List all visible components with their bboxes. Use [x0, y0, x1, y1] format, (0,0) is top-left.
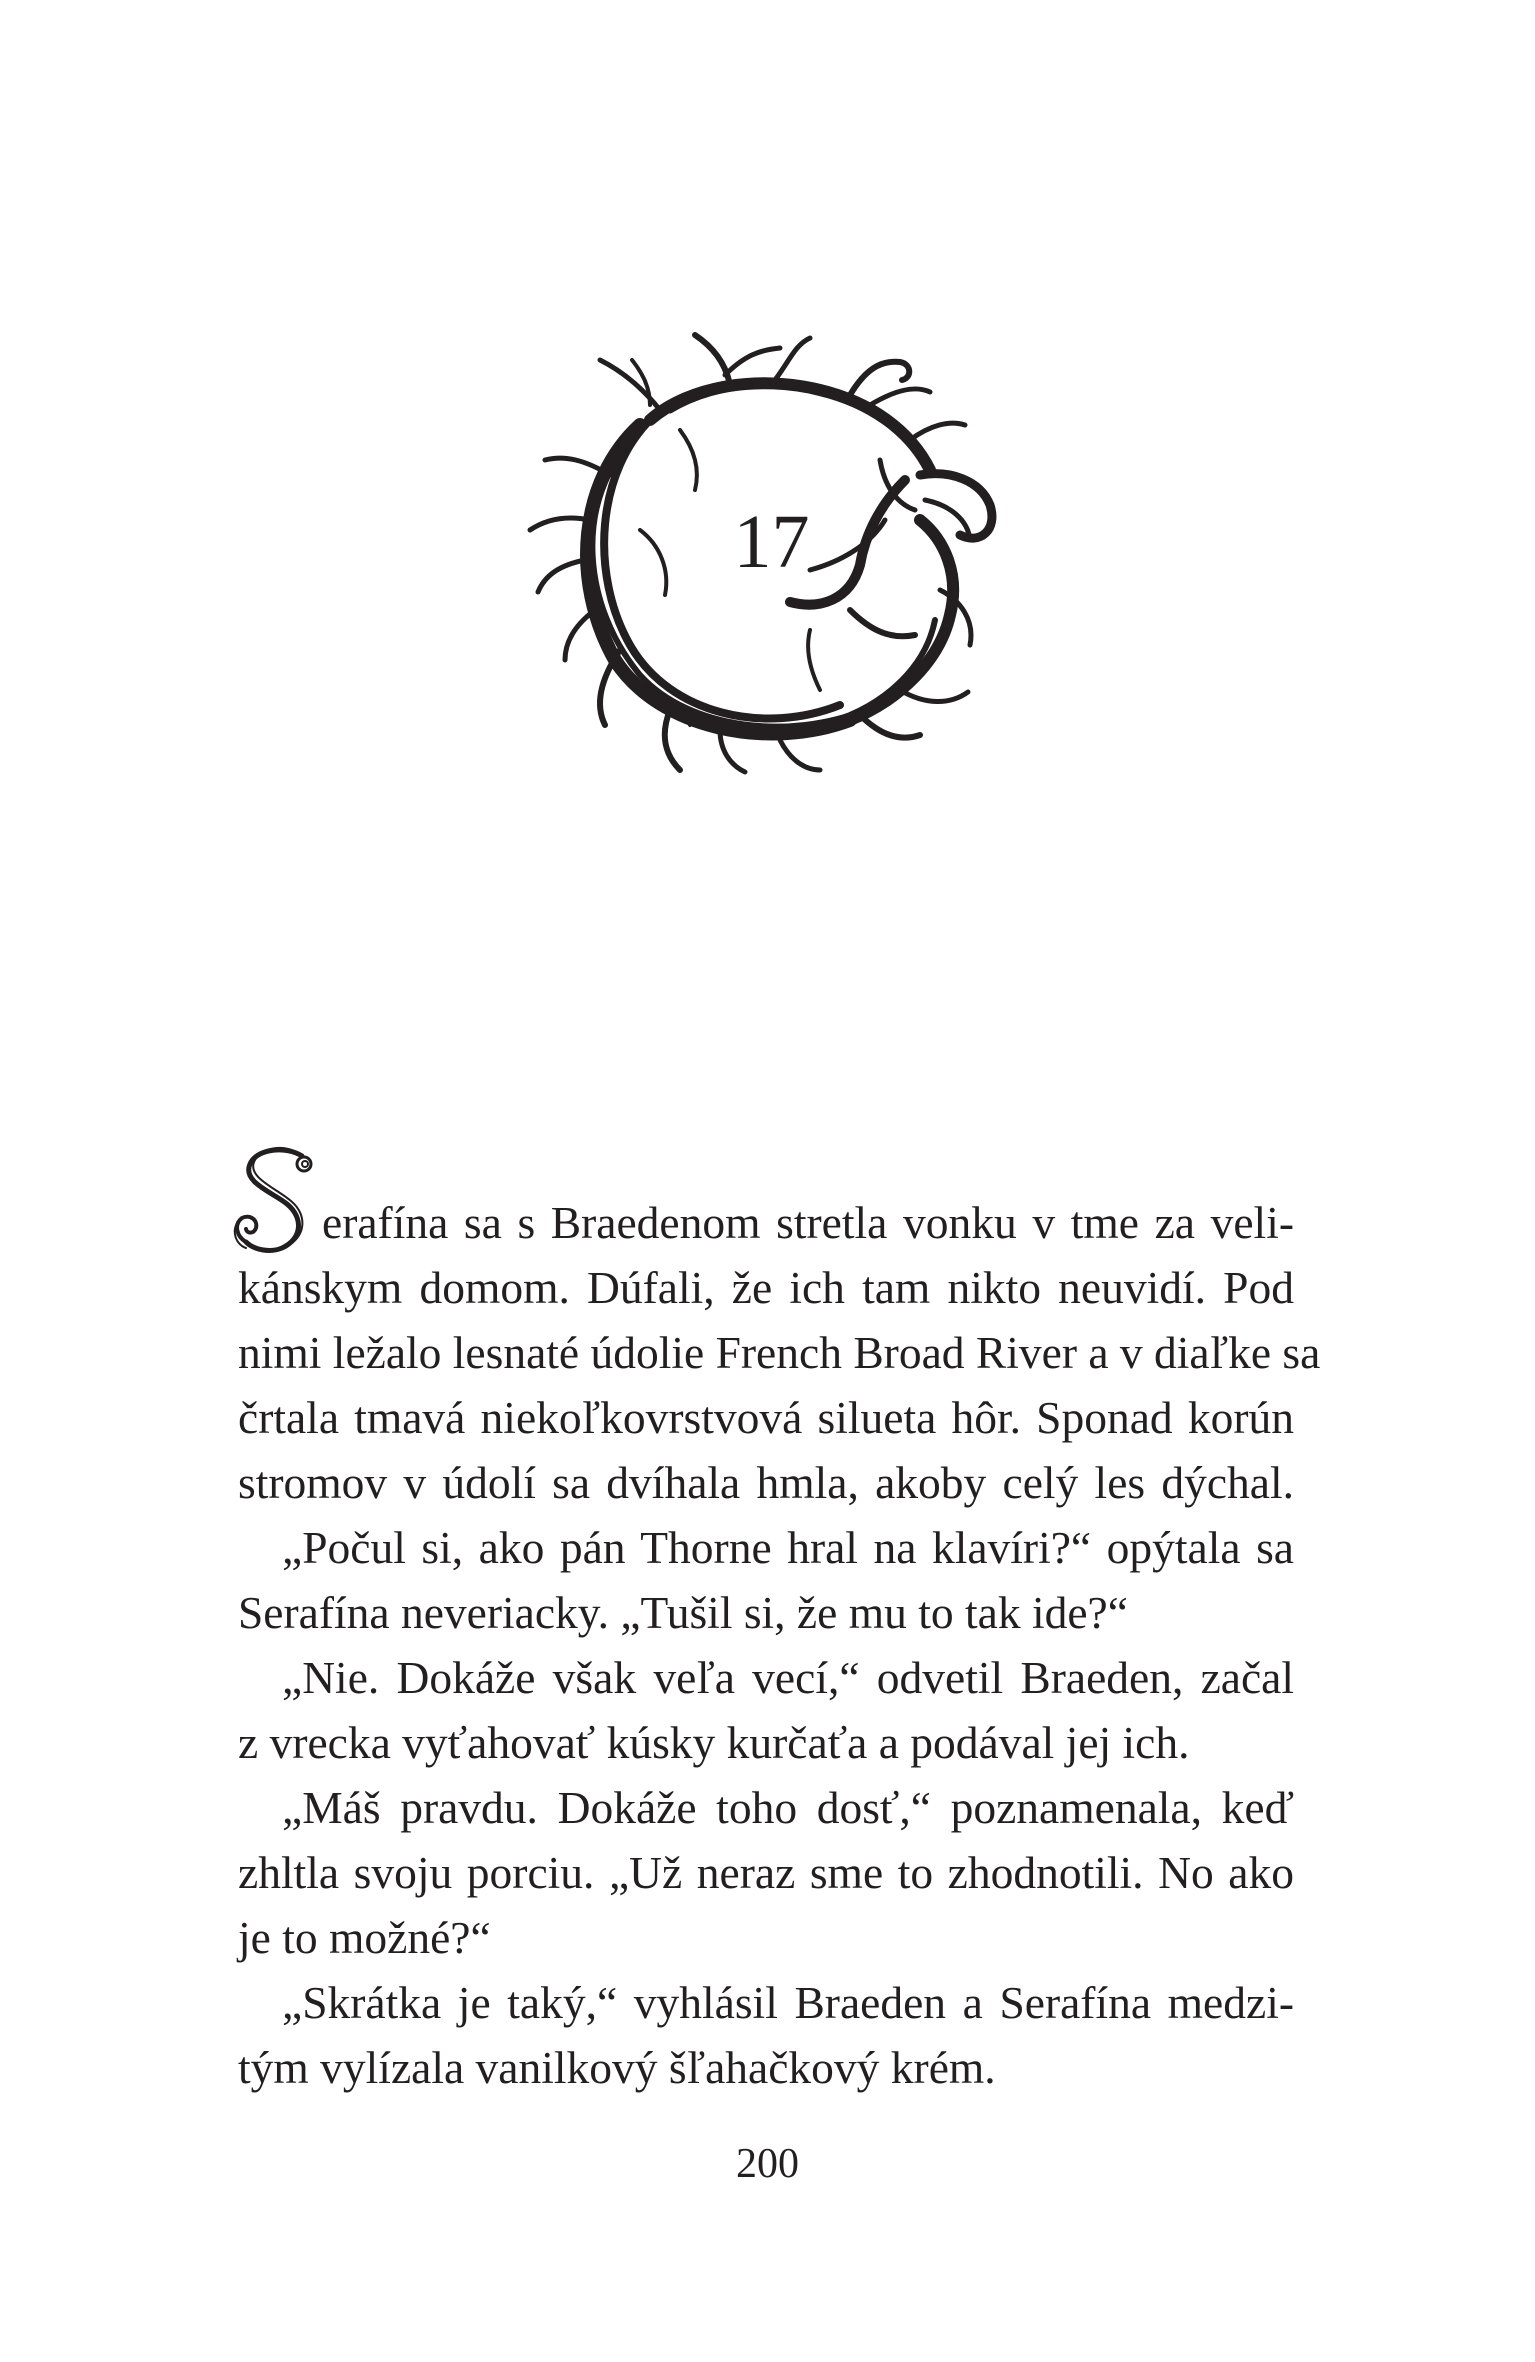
text-line: z vrecka vyťahovať kúsky kurčaťa a podával jej ich. — [238, 1717, 1190, 1768]
drop-cap — [232, 1144, 324, 1256]
paragraph — [238, 1970, 1294, 2100]
paragraph — [238, 1190, 1321, 1515]
text-line: „Počul si, ako pán Thorne hral na klavíri?“ opýtala sa — [282, 1522, 1294, 1573]
ornamental-s-icon — [232, 1144, 324, 1256]
text-line: erafína sa s Braedenom stretla vonku v tme za veli- — [238, 1190, 1294, 1255]
text-line: „Skrátka je taký,“ vyhlásil Braeden a Serafína medzi- — [282, 1977, 1294, 2028]
text-line: kánskym domom. Dúfali, že ich tam nikto neuvidí. Pod — [238, 1262, 1294, 1313]
chapter-number: 17 — [733, 499, 810, 584]
text-line: „Nie. Dokáže však veľa vecí,“ odvetil Braeden, začal — [282, 1652, 1294, 1703]
paragraph — [238, 1775, 1294, 1970]
text-line: nimi ležalo lesnaté údolie French Broad River a v diaľke sa — [238, 1327, 1321, 1378]
text-line: je to možné?“ — [238, 1912, 491, 1963]
page-number: 200 — [736, 2141, 799, 2187]
body-text — [238, 1190, 1321, 2100]
text-line: tým vylízala vanilkový šľahačkový krém. — [238, 2042, 996, 2093]
text-line: zhltla svoju porciu. „Už neraz sme to zhodnotili. No ako — [238, 1847, 1294, 1898]
paragraph — [238, 1645, 1294, 1775]
text-line: Serafína neveriacky. „Tušil si, že mu to tak ide?“ — [238, 1587, 1128, 1638]
paragraph — [238, 1515, 1294, 1645]
chapter-emblem — [520, 330, 1015, 780]
text-line: črtala tmavá niekoľkovrstvová silueta hôr. Sponad korún — [238, 1392, 1294, 1443]
text-line: „Máš pravdu. Dokáže toho dosť,“ poznamenala, keď — [282, 1782, 1294, 1833]
text-line: stromov v údolí sa dvíhala hmla, akoby celý les dýchal. — [238, 1457, 1294, 1508]
